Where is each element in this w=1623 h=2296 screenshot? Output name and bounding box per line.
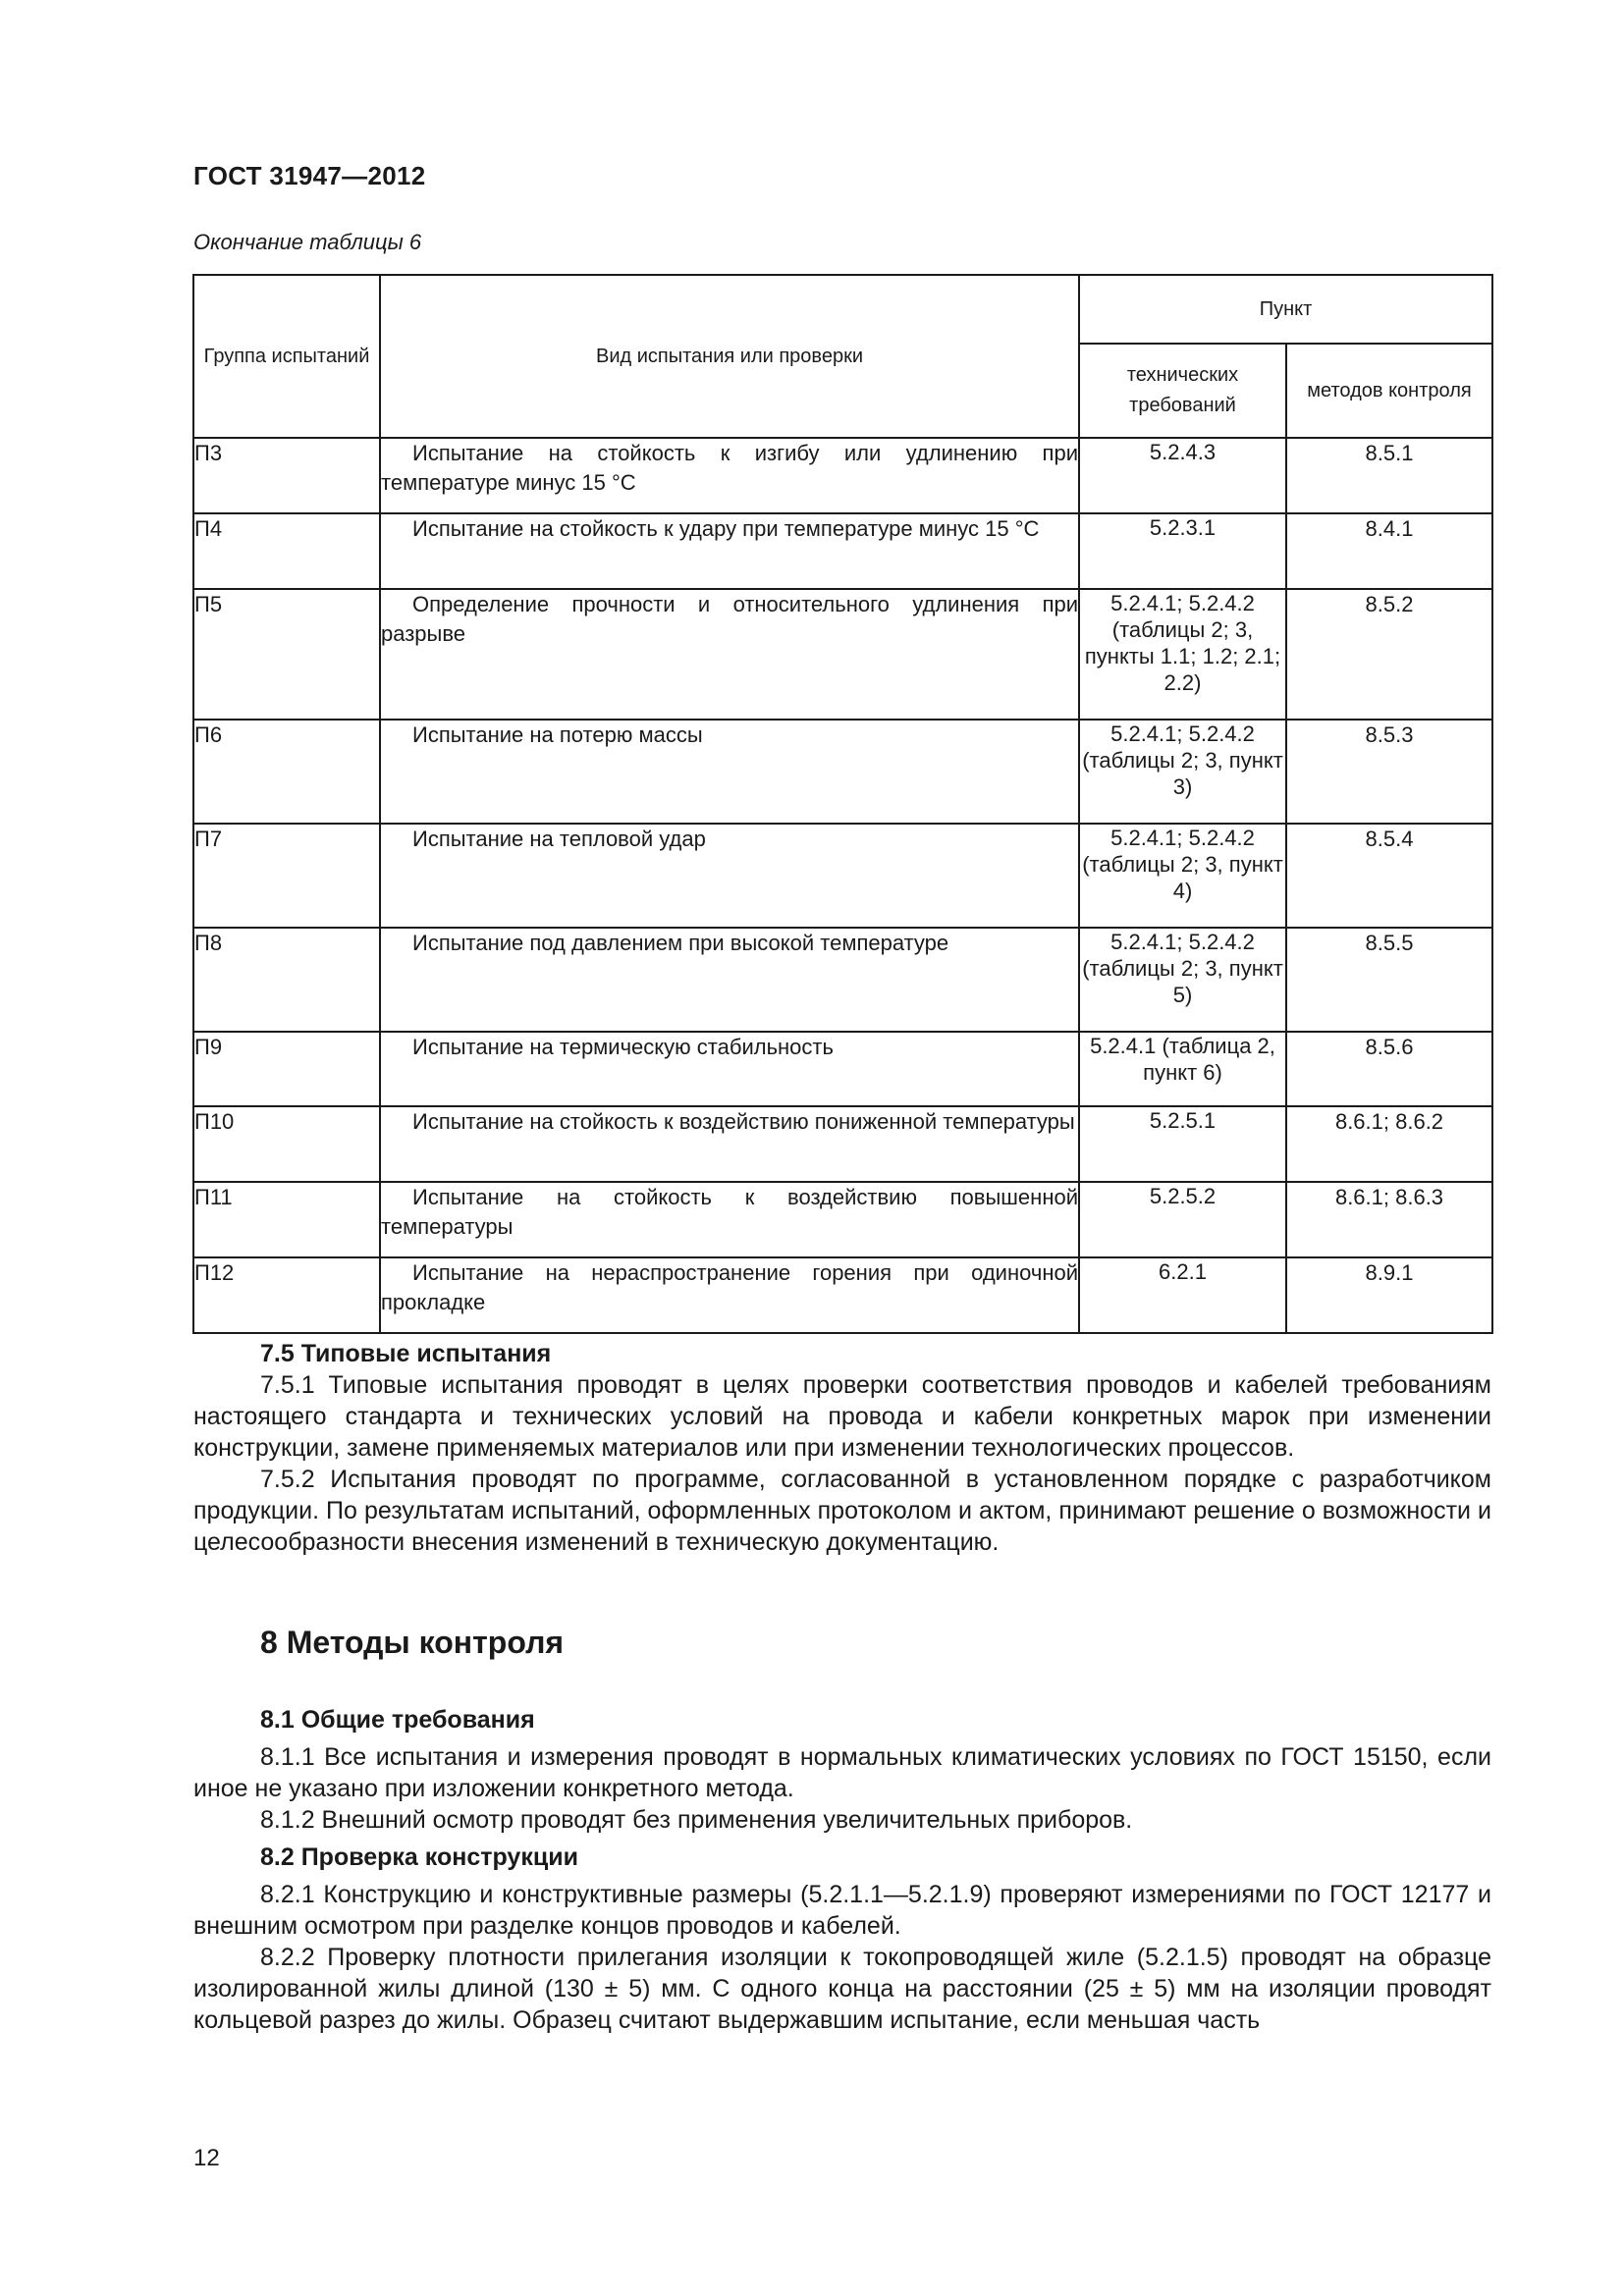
- cell-tech: 5.2.4.1; 5.2.4.2 (таблицы 2; 3, пункт 5): [1079, 928, 1286, 1032]
- document-code-header: ГОСТ 31947—2012: [193, 161, 426, 190]
- cell-test: Испытание на нераспространение горения при одиночной прокладке: [380, 1257, 1079, 1333]
- header-control-methods: методов контроля: [1286, 344, 1492, 438]
- cell-tech: 5.2.4.1; 5.2.4.2 (таблицы 2; 3, пункты 1.1; 1.2; 2.1; 2.2): [1079, 589, 1286, 720]
- table-row: [193, 438, 1492, 513]
- paragraph-8-1-1: 8.1.1 Все испытания и измерения проводят в нормальных климатических условиях по ГОСТ 15150, если иное не указано при изложении конкретного метода.: [193, 1743, 1491, 1802]
- cell-tech: 5.2.4.3: [1079, 438, 1286, 513]
- paragraph-7-5-2: 7.5.2 Испытания проводят по программе, согласованной в установленном порядке с разработчиком продукции. По результатам испытаний, оформленных протоколом и актом, принимают решение о возможности и целесообразности внесения изменений в техническую документацию.: [193, 1466, 1491, 1556]
- table-row: [193, 589, 1492, 720]
- cell-group: П6: [193, 720, 380, 824]
- cell-methods: 8.9.1: [1286, 1257, 1492, 1333]
- cell-methods: 8.5.5: [1286, 928, 1492, 1032]
- cell-group: П11: [193, 1182, 380, 1257]
- header-test-type: Вид испытания или проверки: [380, 275, 1079, 438]
- cell-tech: 6.2.1: [1079, 1257, 1286, 1333]
- table-row: [193, 928, 1492, 1032]
- table-row: [193, 1106, 1492, 1182]
- table-row: [193, 824, 1492, 928]
- cell-group: П10: [193, 1106, 380, 1182]
- cell-test: Испытание на потерю массы: [380, 720, 1079, 824]
- section-7-5: [193, 1338, 1491, 1558]
- paragraph-8-1-2: 8.1.2 Внешний осмотр проводят без применения увеличительных приборов.: [260, 1806, 1133, 1834]
- cell-tech: 5.2.4.1; 5.2.4.2 (таблицы 2; 3, пункт 4): [1079, 824, 1286, 928]
- cell-methods: 8.5.4: [1286, 824, 1492, 928]
- tests-table: [192, 274, 1493, 1334]
- header-tech-requirements: технических требований: [1079, 344, 1286, 438]
- table-caption: Окончание таблицы 6: [193, 230, 422, 254]
- cell-test: Испытание на термическую стабильность: [380, 1032, 1079, 1106]
- cell-tech: 5.2.5.1: [1079, 1106, 1286, 1182]
- cell-tech: 5.2.4.1; 5.2.4.2 (таблицы 2; 3, пункт 3): [1079, 720, 1286, 824]
- table-row: [193, 1032, 1492, 1106]
- page-number: 12: [193, 2145, 220, 2171]
- cell-tech: 5.2.5.2: [1079, 1182, 1286, 1257]
- cell-group: П8: [193, 928, 380, 1032]
- header-group: Группа испытаний: [193, 275, 380, 438]
- paragraph-8-2-2: 8.2.2 Проверку плотности прилегания изоляции к токопроводящей жиле (5.2.1.5) проводят на образце изолированной жилы длиной (130 ± 5) мм. С одного конца на расстоянии (25 ± 5) мм на изоляции проводят кольцевой разрез до жилы. Образец считают выдержавшим испытание, если меньшая часть: [193, 1944, 1491, 2034]
- cell-test: Испытание на стойкость к удару при температуре минус 15 °С: [380, 513, 1079, 589]
- cell-group: П7: [193, 824, 380, 928]
- cell-methods: 8.6.1; 8.6.3: [1286, 1182, 1492, 1257]
- cell-test: Определение прочности и относительного удлинения при разрыве: [380, 589, 1079, 720]
- table-row: [193, 1257, 1492, 1333]
- cell-test: Испытание на стойкость к воздействию пониженной температуры: [380, 1106, 1079, 1182]
- heading-8-2: 8.2 Проверка конструкции: [260, 1843, 578, 1871]
- cell-group: П4: [193, 513, 380, 589]
- cell-group: П12: [193, 1257, 380, 1333]
- cell-test: Испытание под давлением при высокой температуре: [380, 928, 1079, 1032]
- heading-7-5: 7.5 Типовые испытания: [260, 1340, 552, 1367]
- section-8-heading: 8 Методы контроля: [260, 1625, 565, 1660]
- cell-methods: 8.5.2: [1286, 589, 1492, 720]
- cell-tech: 5.2.4.1 (таблица 2, пункт 6): [1079, 1032, 1286, 1106]
- cell-methods: 8.5.6: [1286, 1032, 1492, 1106]
- cell-test: Испытание на тепловой удар: [380, 824, 1079, 928]
- cell-methods: 8.5.3: [1286, 720, 1492, 824]
- header-point: Пункт: [1079, 275, 1492, 344]
- table-row: [193, 720, 1492, 824]
- section-8-body: [193, 1704, 1491, 2036]
- heading-8-1: 8.1 Общие требования: [260, 1706, 535, 1734]
- table-row: [193, 513, 1492, 589]
- cell-test: Испытание на стойкость к воздействию повышенной температуры: [380, 1182, 1079, 1257]
- table-row: [193, 1182, 1492, 1257]
- cell-methods: 8.6.1; 8.6.2: [1286, 1106, 1492, 1182]
- paragraph-8-2-1: 8.2.1 Конструкцию и конструктивные размеры (5.2.1.1—5.2.1.9) проверяют измерениями по ГОСТ 12177 и внешним осмотром при разделке концов проводов и кабелей.: [193, 1881, 1491, 1940]
- cell-methods: 8.5.1: [1286, 438, 1492, 513]
- paragraph-7-5-1: 7.5.1 Типовые испытания проводят в целях проверки соответствия проводов и кабелей требованиям настоящего стандарта и технических условий на провода и кабели конкретных марок при изменении конструкции, замене применяемых материалов или при изменении технологических процессов.: [193, 1371, 1491, 1462]
- cell-group: П9: [193, 1032, 380, 1106]
- cell-test: Испытание на стойкость к изгибу или удлинению при температуре минус 15 °С: [380, 438, 1079, 513]
- cell-methods: 8.4.1: [1286, 513, 1492, 589]
- cell-group: П3: [193, 438, 380, 513]
- cell-group: П5: [193, 589, 380, 720]
- cell-tech: 5.2.3.1: [1079, 513, 1286, 589]
